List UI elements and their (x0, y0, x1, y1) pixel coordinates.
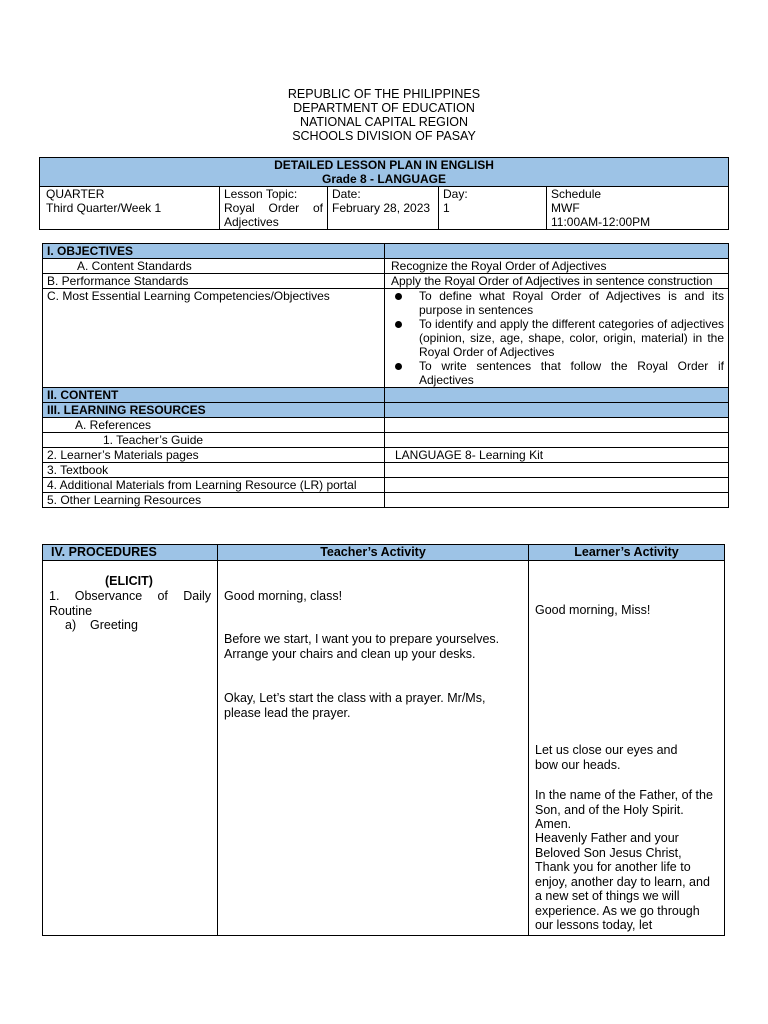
learner-activity-cell (529, 561, 725, 936)
teachers-guide-label: 1. Teacher’s Guide (43, 433, 385, 448)
melc-item-text: To define what Royal Order of Adjectives is and its purpose in sentences (419, 289, 724, 317)
melc-item (389, 289, 724, 317)
plan-title-cell (40, 158, 729, 187)
learners-materials-label: 2. Learner’s Materials pages (43, 448, 385, 463)
learner-prayer: Heavenly Father and your Beloved Son Jesus Christ, Thank you for another life to enjoy, another day to learn, and a new set of things we will experience. As we go through our lessons today, let (535, 831, 710, 932)
day-cell (439, 187, 547, 230)
teacher-greeting: Good morning, class! (224, 589, 343, 603)
day-label: Day: (443, 187, 468, 201)
date-cell (328, 187, 439, 230)
plan-subtitle: Grade 8 - LANGUAGE (322, 172, 447, 186)
melc-item-text: To identify and apply the different categories of adjectives (opinion, size, age, shape, color, origin, material) in the Royal Order of Adjectives (419, 317, 724, 359)
other-resources-blank (385, 493, 729, 508)
learner-close-eyes: Let us close our eyes and bow our heads. (535, 743, 678, 772)
references-label: A. References (43, 418, 385, 433)
step-1-label: 1. Observance of Daily Routine (49, 589, 211, 618)
procedures-heading: IV. PROCEDURES (43, 545, 218, 561)
header-line-2: DEPARTMENT OF EDUCATION (293, 101, 475, 115)
resources-heading: III. LEARNING RESOURCES (43, 403, 385, 418)
objectives-heading: I. OBJECTIVES (43, 244, 385, 259)
learner-sign-of-cross: In the name of the Father, of the Son, and of the Holy Spirit. Amen. (535, 788, 713, 831)
bullet-icon (395, 293, 402, 300)
additional-materials-blank (385, 478, 729, 493)
quarter-cell (40, 187, 220, 230)
teacher-prayer: Okay, Let’s start the class with a prayer. Mr/Ms, please lead the prayer. (224, 691, 486, 720)
elicit-label: (ELICIT) (105, 574, 153, 588)
header-line-3: NATIONAL CAPITAL REGION (299, 115, 469, 129)
schedule-time: 11:00AM-12:00PM (551, 215, 651, 229)
textbook-label: 3. Textbook (43, 463, 385, 478)
other-resources-label: 5. Other Learning Resources (43, 493, 385, 508)
melc-list (389, 289, 724, 387)
procedures-table (42, 544, 725, 936)
header-line-4: SCHOOLS DIVISION OF PASAY (292, 129, 476, 143)
header-line-1: REPUBLIC OF THE PHILIPPINES (287, 87, 481, 101)
content-standards-value: Recognize the Royal Order of Adjectives (385, 259, 729, 274)
learner-greeting: Good morning, Miss! (535, 603, 651, 617)
learners-materials-value: LANGUAGE 8- Learning Kit (385, 448, 729, 463)
melc-cell (385, 289, 729, 388)
additional-materials-label: 4. Additional Materials from Learning Resource (LR) portal (43, 478, 385, 493)
bullet-icon (395, 363, 402, 370)
day-value: 1 (443, 201, 450, 215)
schedule-cell (547, 187, 729, 230)
lesson-plan-header-table (39, 157, 729, 230)
teacher-activity-heading: Teacher’s Activity (218, 545, 529, 561)
content-heading: II. CONTENT (43, 388, 385, 403)
melc-label: C. Most Essential Learning Competencies/Objectives (43, 289, 385, 388)
resources-heading-blank (385, 403, 729, 418)
bullet-icon (395, 321, 402, 328)
references-blank (385, 418, 729, 433)
date-label: Date: (332, 187, 361, 201)
melc-item (389, 359, 724, 387)
topic-value: Royal Order of Adjectives (224, 201, 323, 229)
plan-title: DETAILED LESSON PLAN IN ENGLISH (274, 158, 494, 172)
topic-label: Lesson Topic: (224, 187, 298, 201)
quarter-value: Third Quarter/Week 1 (46, 201, 162, 215)
quarter-label: QUARTER (46, 187, 105, 201)
content-standards-label: A. Content Standards (43, 259, 385, 274)
performance-standards-value: Apply the Royal Order of Adjectives in sentence construction (385, 274, 729, 289)
teacher-activity-cell (218, 561, 529, 936)
procedure-step-cell (43, 561, 218, 936)
learner-activity-heading: Learner’s Activity (529, 545, 725, 561)
step-1a-label: a) Greeting (65, 618, 138, 632)
topic-cell (220, 187, 328, 230)
objectives-table (42, 243, 729, 508)
schedule-days: MWF (551, 201, 580, 215)
teacher-prepare: Before we start, I want you to prepare yourselves. Arrange your chairs and clean up your desks. (224, 632, 500, 661)
objectives-heading-blank (385, 244, 729, 259)
melc-item (389, 317, 724, 359)
schedule-label: Schedule (551, 187, 602, 201)
melc-item-text: To write sentences that follow the Royal Order if Adjectives (419, 359, 724, 387)
date-value: February 28, 2023 (332, 201, 431, 215)
performance-standards-label: B. Performance Standards (43, 274, 385, 289)
content-heading-blank (385, 388, 729, 403)
teachers-guide-blank (385, 433, 729, 448)
textbook-blank (385, 463, 729, 478)
